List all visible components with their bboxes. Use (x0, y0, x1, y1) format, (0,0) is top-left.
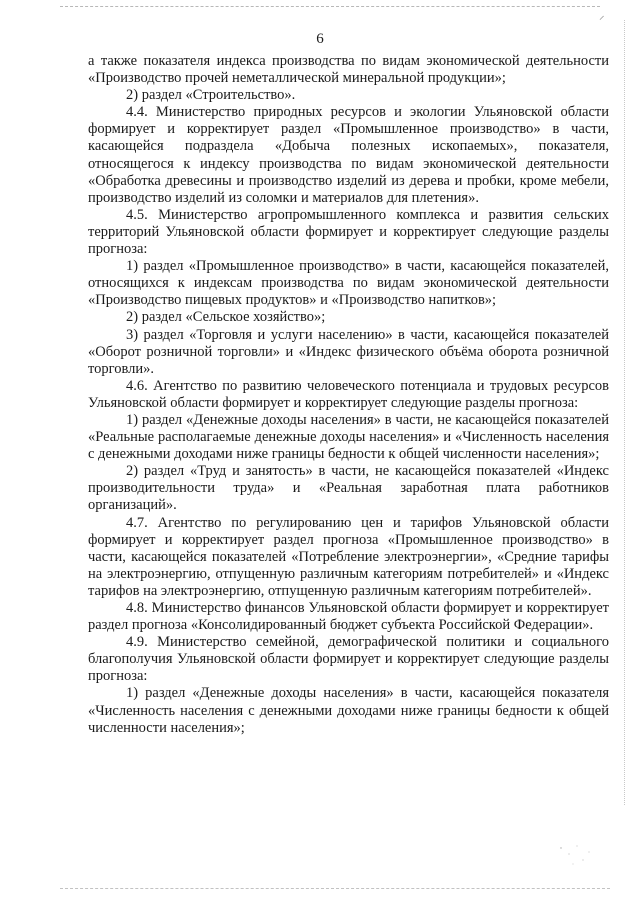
paragraph-clause-4-7: 4.7. Агентство по регулированию цен и тарифов Ульяновской области формирует и корректирует раздел прогноза «Промышленное производство» в части, касающейся показателей «Потребление электроэнергии», «Средние тарифы на электроэнергию, отпущенную различным категориям потребителей» и «Индекс тарифов на электроэнергию, отпущенную различным категориям потребителей». (88, 514, 609, 599)
document-body (88, 53, 609, 737)
scan-edge-right (624, 20, 627, 805)
paragraph-clause-4-8: 4.8. Министерство финансов Ульяновской области формирует и корректирует раздел прогноза «Консолидированный бюджет субъекта Российской Федерации». (88, 600, 609, 634)
paragraph-continuation: а также показателя индекса производства по видам экономической деятельности «Производство прочей неметаллической минеральной продукции»; (88, 53, 609, 87)
paragraph-clause-4-5: 4.5. Министерство агропромышленного комплекса и развития сельских территорий Ульяновской области формирует и корректирует следующие разделы прогноза: (88, 206, 609, 258)
paragraph-list-item: 3) раздел «Торговля и услуги населению» в части, касающейся показателей «Оборот розничной торговли» и «Индекс физического объёма оборота розничной торговли». (88, 326, 609, 377)
page-number: 6 (316, 31, 324, 47)
paragraph-list-item: 1) раздел «Денежные доходы населения» в части, не касающейся показателей «Реальные располагаемые денежные доходы населения» и «Численность населения с денежными доходами ниже границы бедности к общей численности населения»; (88, 411, 609, 463)
paragraph-list-item: 1) раздел «Денежные доходы населения» в части, касающейся показателя «Численность населения с денежными доходами ниже границы бедности к общей численности населения»; (88, 685, 609, 736)
paragraph-clause-4-6: 4.6. Агентство по развитию человеческого потенциала и трудовых ресурсов Ульяновской области формирует и корректирует следующие разделы прогноза: (88, 377, 609, 411)
paragraph-clause-4-4: 4.4. Министерство природных ресурсов и экологии Ульяновской области формирует и корректирует раздел «Промышленное производство» в части, касающейся подраздела «Добыча полезных ископаемых», показателя, относящегося к индексу производства по видам экономической деятельности «Обработка древесины и производство изделий из дерева и пробки, кроме мебели, производство изделий из соломки и материалов для плетения». (88, 104, 609, 206)
scan-edge-top (60, 6, 600, 9)
paragraph-list-item: 2) раздел «Труд и занятость» в части, не касающейся показателей «Индекс производительности труда» и «Реальная заработная плата работников организаций». (88, 463, 609, 514)
paragraph-clause-4-9: 4.9. Министерство семейной, демографической политики и социального благополучия Ульяновской области формирует и корректирует следующие разделы прогноза: (88, 634, 609, 685)
paragraph-list-item: 1) раздел «Промышленное производство» в части, касающейся показателей, относящихся к индексам производства по видам экономической деятельности «Производство пищевых продуктов» и «Производство напитков»; (88, 258, 609, 309)
scan-speckle-icon (555, 840, 595, 870)
paragraph-list-item: 2) раздел «Сельское хозяйство»; (126, 309, 326, 326)
scan-corner-mark-icon: ⸝ (599, 10, 605, 22)
scan-edge-bottom (60, 888, 610, 891)
paragraph-list-item: 2) раздел «Строительство». (126, 87, 296, 104)
